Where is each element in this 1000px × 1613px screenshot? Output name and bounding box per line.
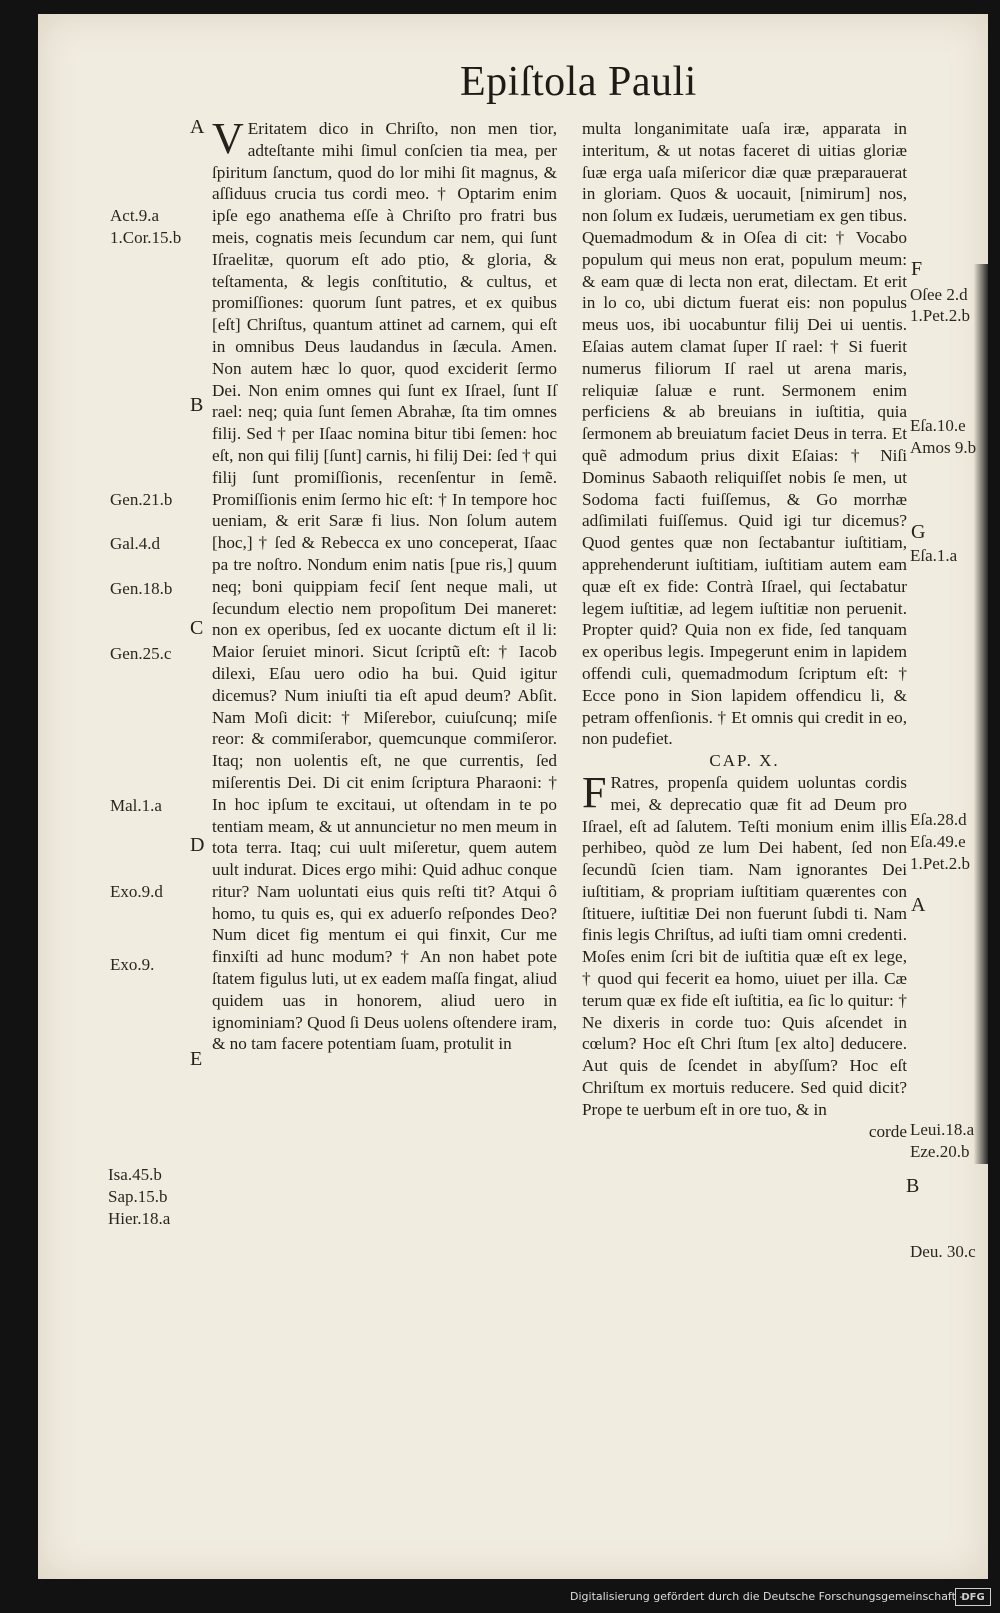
chapter-heading: CAP. X. [709, 751, 780, 771]
section-letter-e: E [190, 1048, 203, 1070]
section-letter-b-right: B [906, 1175, 920, 1197]
margin-ref: Gen.25.c [110, 644, 172, 663]
left-column-text: Eritatem dico in Chriſto, non men tior, adteſtante mihi ſimul conſcien tia mea, per ſpiritum ſanctum, quod do lor mihi ſit magnus, & aſſiduus crucia tus cordi meo. † Optarim enim ipſe ego anathema eſſe à Chriſto pro fratri bus meis, cognatis meis ſecundum car nem, qui ſunt Iſraelitæ, quorum eſt ado ptio, & gloria, & teſtamenta, & legis conſtitutio, & cultus, et promiſſiones: quorum ſunt patres, et ex quibus [eſt] Chriſtus, quantum attinet ad carnem, qui eſt in omnibus Deus laudandus in ſæcula. Amen. Non autem hæc lo quor, quod exciderit ſermo Dei. Non enim omnes qui ſunt ex Iſrael, ſunt Iſ rael: neq; quia ſunt ſemen Abrahæ, ſta tim omnes filij. Sed † per Iſaac nomina bitur tibi ſemen: hoc eſt, non qui filij [ſunt] carnis, hi filij Dei: ſed † qui filij ſunt promiſſionis, recenſentur in ſemẽ. Promiſſionis enim ſermo hic eſt: † In tempore hoc ueniam, & erit Saræ fi lius. Non ſolum autem [hoc,] † ſed & Rebecca ex uno conceperat, Iſaac pa tre noſtro. Nondum enim natis [pue ris,] quum neq; boni quippiam feciſ ſent neque mali, ut ſecundum electio nem propoſitum Dei maneret: non ex operibus, ſed ex uocante dictum eſt il li: Maior ſeruiet minori. Sicut ſcriptũ eſt: † Iacob dilexi, Eſau uero odio ha bui. Quid igitur dicemus? Num iniuſti tia eſt apud deum? Abſit. Nam Moſi dicit: † Miſerebor, cuiuſcunq; miſe reor: & commiſerabor, quemcunque commiſeror. Itaq; non uolentis eſt, ne que currentis, ſed miſerentis Dei. Di cit enim ſcriptura Pharaoni: † In hoc ipſum te excitaui, ut oſtendam in te po tentiam meam, & ut annuncietur no men meum in tota terra. Itaq; cui uult miſeretur, quem autem uult indurat. Dices ergo mihi: Quid adhuc conque ritur? Nam uoluntati eius quis reſti tit? Atqui ô homo, tu quis es, qui ex aduerſo reſpondes Deo? Num dicet fig mentum ei qui finxit, Cur me finxiſti ad hunc modum? † An non habet pote ſtatem figulus luti, ut ex eadem maſſa fingat, aliud quidem uas in honorem, aliud uero in ignominiam? Quod ſi Deus uolens oſtendere iram, & no tam facere potentiam ſuam, protulit in [212, 119, 557, 1054]
margin-ref: Leui.18.a [910, 1120, 975, 1139]
margin-ref: Oſee 2.d [910, 285, 968, 304]
catchword: corde [868, 1121, 907, 1141]
margin-ref: Isa.45.b [108, 1165, 162, 1184]
left-text-column [212, 114, 557, 1055]
margin-ref: Hier.18.a [108, 1209, 171, 1228]
margin-ref: Eſa.1.a [910, 546, 958, 565]
margin-ref: 1.Cor.15.b [110, 228, 182, 247]
running-head: Epiſtola Pauli [460, 59, 697, 105]
section-letter-c: C [190, 617, 204, 639]
margin-ref: Gal.4.d [110, 534, 161, 553]
margin-ref: Amos 9.b [910, 438, 977, 457]
margin-ref: Sap.15.b [108, 1187, 168, 1206]
right-column-text: multa longanimitate uaſa iræ, apparata in interitum, & ut notas faceret di uitias gloriæ ſuæ erga uaſa miſericor diæ quæ præparauerat in gloriam. Quos & uocauit, [nimirum] nos, non ſolum ex Iudæis, uerumetiam ex gen tibus. Quemadmodum & in Oſea di cit: † Vocabo populum qui meus non erat, populum meum: & eam quæ di lecta non erat, dilectam. Et erit in lo co, ubi dictum fuerat eis: non populus meus uos, ibi uocabuntur filij Dei ui uentis. Eſaias autem clamat ſuper Iſ rael: † Si fuerit numerus filiorum Iſ rael ut arena maris, reliquiæ ſaluæ e runt. Sermonem enim perficiens & ab breuians in iuſtitia, quia ſermonem ab breuiatum faciet Deus in terra. Et quẽ admodum prius dixit Eſaias: † Niſi Dominus Sabaoth reliquiſſet nobis ſe men, ut Sodoma facti fuiſſemus, & Go morrhæ adſimilati fuiſſemus. Quid igi tur dicemus? Quod gentes quæ non ſectabantur iuſtitiam, apprehenderunt iuſtitiam, iuſtitiam autem eam quæ eſt ex fide: Contrà Iſrael, qui ſectabatur legem iuſtitiæ, ad legem iuſtitiæ non peruenit. Propter quid? Quia non ex fide, ſed tanquam ex operibus legis. Impegerunt enim in lapidem offendi culi, quemadmodum ſcriptum eſt: † Ecce pono in Sion lapidem offendicu li, & petram offenſionis. † Et omnis qui credit in eo, non pudefiet. [582, 119, 907, 749]
margin-ref: Eſa.28.d [910, 810, 967, 829]
section-letter-b: B [190, 394, 204, 416]
chapter-text: Ratres, propenſa quidem uoluntas cordis mei, & deprecatio quæ fit ad Deum pro Iſrael, eſt ad ſalutem. Teſti monium enim illis perhibeo, quòd ze lum Dei habent, ſed non ſecundũ ſcien tiam. Nam ignorantes Dei iuſtitiam, & propriam iuſtitiam quærentes con ſtituere, iuſtitiæ Dei non fuerunt ſubdi ti. Nam finis legis Chriſtus, ad iuſti tiam omni credenti. Moſes enim ſcri bit de iuſtitia quæ eſt ex lege, † quod qui fecerit ea homo, uiuet per illa. Cæ terum quæ ex fide eſt iuſtitia, ea ſic lo quitur: † Ne dixeris in corde tuo: Quis aſcendet in cœlum? Hoc eſt Chri ſtum [ex alto] deducere. Aut quis de ſcendet in abyſſum? Hoc eſt Chriſtum ex mortuis reducere. Sed quid dicit? Prope te uerbum eſt in ore tuo, & in [582, 772, 907, 1119]
margin-ref: Eſa.49.e [910, 832, 966, 851]
margin-ref: 1.Pet.2.b [910, 854, 970, 873]
drop-cap: F [582, 767, 607, 817]
section-letter-g: G [911, 521, 926, 543]
section-letter-a-right: A [911, 894, 926, 916]
margin-ref: Exo.9. [110, 955, 155, 974]
margin-ref: 1.Pet.2.b [910, 306, 970, 325]
margin-ref: Eze.20.b [910, 1142, 970, 1161]
section-letter-d: D [190, 834, 205, 856]
page-edge-shadow [974, 264, 988, 1164]
section-letter-a: A [190, 116, 205, 138]
margin-ref: Gen.18.b [110, 579, 173, 598]
margin-ref: Gen.21.b [110, 490, 173, 509]
margin-ref: Deu. 30.c [910, 1242, 976, 1261]
margin-ref: Act.9.a [110, 206, 160, 225]
drop-cap: V [212, 114, 244, 163]
right-text-column [582, 118, 907, 1142]
margin-ref: Exo.9.d [110, 882, 163, 901]
digitization-credit: Digitalisierung gefördert durch die Deutsche Forschungsgemeinschaft - [570, 1590, 964, 1603]
section-letter-f: F [911, 258, 923, 280]
margin-ref: Eſa.10.e [910, 416, 966, 435]
dfg-logo: DFG [955, 1588, 991, 1606]
margin-ref: Mal.1.a [110, 796, 162, 815]
